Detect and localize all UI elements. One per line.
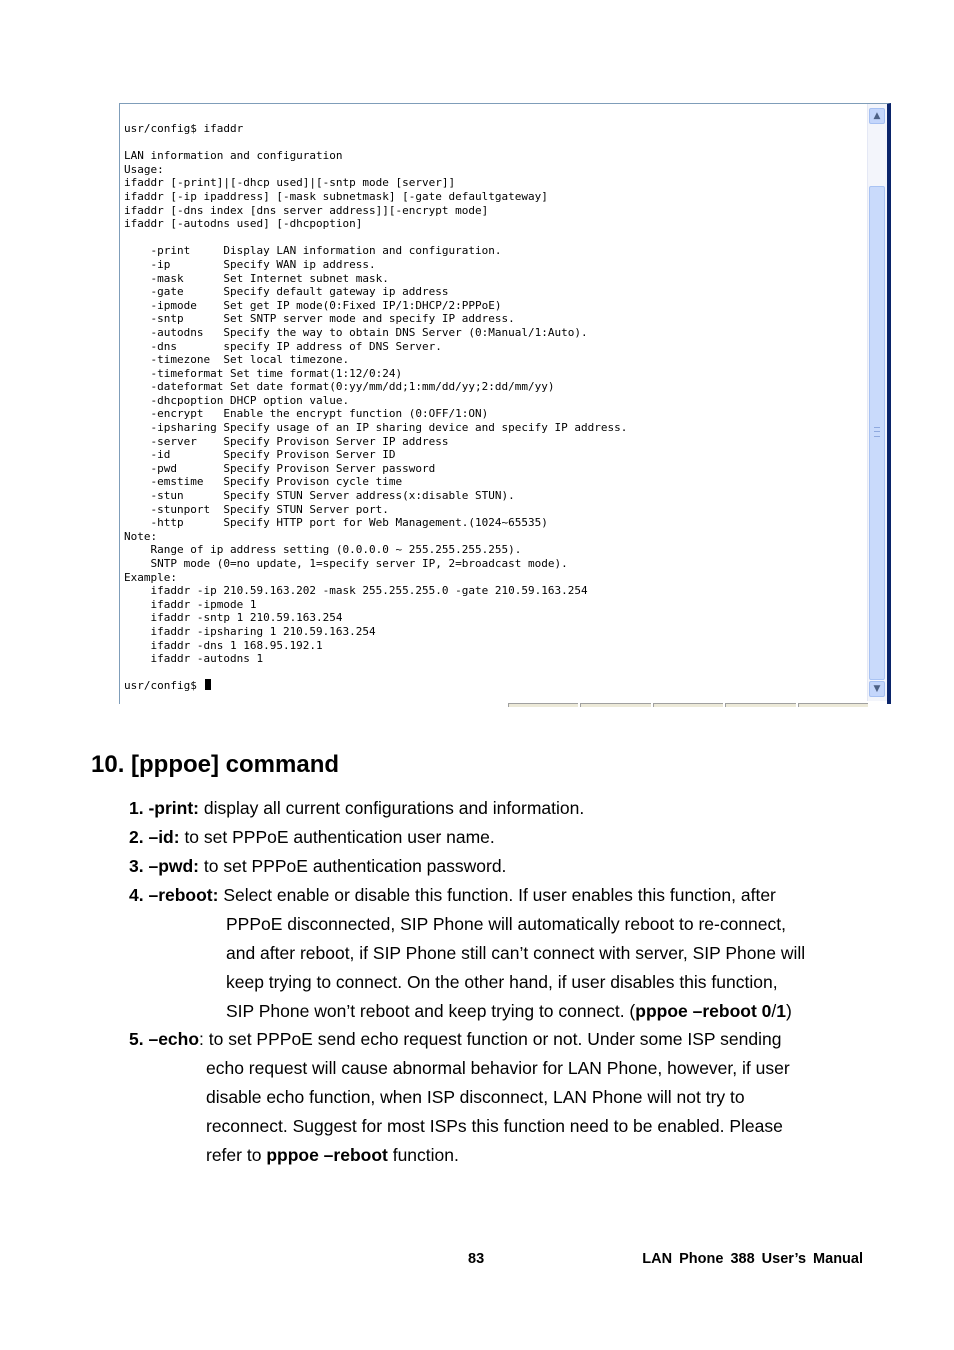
item-text: : to set PPPoE send echo request function or not. Under some ISP sending <box>199 1029 782 1049</box>
status-pane <box>725 703 795 707</box>
list-item-id <box>129 823 495 852</box>
prompt-text: usr/config$ <box>124 679 204 693</box>
terminal-line: Range of ip address setting (0.0.0.0 ~ 255.255.255.255). <box>124 543 522 557</box>
status-pane <box>580 703 650 707</box>
item-text: to set PPPoE authentication password. <box>199 856 507 876</box>
terminal-line: ifaddr -ipsharing 1 210.59.163.254 <box>124 624 376 638</box>
terminal-line: -ip Specify WAN ip address. <box>124 257 376 271</box>
terminal-line: -id Specify Provison Server ID <box>124 448 396 462</box>
terminal-line: -stun Specify STUN Server address(x:disable STUN). <box>124 489 515 503</box>
scroll-down-icon[interactable]: ▼ <box>869 681 885 697</box>
terminal-line: ifaddr -sntp 1 210.59.163.254 <box>124 611 343 625</box>
item-text: to set PPPoE authentication user name. <box>179 827 495 847</box>
command-text: pppoe –reboot <box>266 1145 388 1165</box>
terminal-line: ifaddr -dns 1 168.95.192.1 <box>124 638 323 652</box>
vertical-scrollbar[interactable] <box>867 104 887 701</box>
item-text-line: reconnect. Suggest for most ISPs this function need to be enabled. Please <box>206 1116 783 1136</box>
terminal-line: -stunport Specify STUN Server port. <box>124 502 389 516</box>
item-text: / <box>771 1001 777 1021</box>
cursor-icon <box>205 679 211 690</box>
terminal-line: -timeformat Set time format(1:12/0:24) <box>124 366 403 380</box>
terminal-line: ifaddr -ip 210.59.163.202 -mask 255.255.255.0 -gate 210.59.163.254 <box>124 584 588 598</box>
terminal-line: ifaddr -autodns 1 <box>124 652 264 666</box>
scroll-thumb[interactable] <box>869 186 885 680</box>
terminal-line: -emstime Specify Provison cycle time <box>124 475 403 489</box>
terminal-line: usr/config$ ifaddr <box>124 122 244 135</box>
list-item-pwd <box>129 852 506 881</box>
terminal-line: ifaddr [-ip ipaddress] [-mask subnetmask] [-gate defaultgateway] <box>124 189 548 203</box>
item-text: Select enable or disable this function. If user enables this function, after <box>218 885 776 905</box>
terminal-line: Usage: <box>124 162 164 176</box>
terminal-line: -timezone Set local timezone. <box>124 353 350 367</box>
item-text-line: and after reboot, if SIP Phone still can’t connect with server, SIP Phone will <box>226 943 806 963</box>
terminal-prompt[interactable] <box>124 679 864 693</box>
terminal-line: -dateformat Set date format(0:yy/mm/dd;1:mm/dd/yy;2:dd/mm/yy) <box>124 380 555 394</box>
item-text-line: keep trying to connect. On the other hand, if user disables this function, <box>226 972 778 992</box>
status-bar <box>508 703 868 707</box>
scroll-up-icon[interactable]: ▲ <box>869 108 885 124</box>
terminal-line: SNTP mode (0=no update, 1=specify server IP, 2=broadcast mode). <box>124 557 568 570</box>
item-text: refer to <box>206 1145 267 1165</box>
item-text-line <box>129 997 805 1026</box>
terminal-line: -server Specify Provison Server IP address <box>124 434 449 448</box>
terminal-line: Note: <box>124 529 158 543</box>
item-label: 2. –id: <box>129 827 180 847</box>
terminal-line: -mask Set Internet subnet mask. <box>124 271 389 285</box>
item-text: ) <box>785 1001 792 1021</box>
terminal-line: -sntp Set SNTP server mode and specify IP address. <box>124 312 515 326</box>
item-text: display all current configurations and information. <box>199 798 585 818</box>
status-pane <box>653 703 723 707</box>
item-text-line <box>129 1141 790 1170</box>
terminal-line: -ipmode Set get IP mode(0:Fixed IP/1:DHCP/2:PPPoE) <box>124 298 502 312</box>
item-text-line: disable echo function, when ISP disconnect, LAN Phone will not try to <box>206 1087 745 1107</box>
page-number: 83 <box>468 1251 485 1267</box>
status-pane <box>798 703 868 707</box>
terminal-line: ifaddr [-dns index [dns server address]][-encrypt mode] <box>124 203 489 217</box>
terminal-line: ifaddr [-print]|[-dhcp used]|[-sntp mode [server]] <box>124 176 456 190</box>
terminal-line: -encrypt Enable the encrypt function (0:OFF/1:ON) <box>124 407 489 421</box>
manual-title: LAN Phone 388 User’s Manual <box>642 1251 863 1267</box>
list-item-print <box>129 794 584 823</box>
terminal-line: ifaddr [-autodns used] [-dhcpoption] <box>124 217 363 231</box>
terminal-line: -ipsharing Specify usage of an IP sharing device and specify IP address. <box>124 421 628 435</box>
section-title: 10. [pppoe] command <box>91 751 340 778</box>
item-text-line: echo request will cause abnormal behavior for LAN Phone, however, if user <box>206 1058 790 1078</box>
item-label: 4. –reboot: <box>129 885 219 905</box>
terminal-line: -print Display LAN information and configuration. <box>124 244 502 258</box>
terminal-output <box>124 122 864 694</box>
list-item-echo <box>129 1025 790 1170</box>
terminal-window <box>119 103 891 704</box>
item-label: 5. –echo <box>129 1029 200 1049</box>
terminal-line: -http Specify HTTP port for Web Management.(1024~65535) <box>124 516 548 530</box>
command-text: pppoe –reboot 0 <box>635 1001 772 1021</box>
item-text: function. <box>387 1145 459 1165</box>
terminal-line <box>124 136 864 150</box>
list-item-reboot <box>129 881 805 1026</box>
item-text: SIP Phone won’t reboot and keep trying to connect. ( <box>226 1001 636 1021</box>
item-text-line: PPPoE disconnected, SIP Phone will automatically reboot to re-connect, <box>226 914 786 934</box>
terminal-line: -pwd Specify Provison Server password <box>124 461 436 475</box>
status-pane <box>508 703 578 707</box>
terminal-line: -autodns Specify the way to obtain DNS Server (0:Manual/1:Auto). <box>124 325 588 339</box>
terminal-line <box>124 231 864 245</box>
terminal-line: LAN information and configuration <box>124 149 343 163</box>
grip-icon <box>874 427 880 437</box>
terminal-line: -gate Specify default gateway ip address <box>124 285 449 299</box>
item-label: 3. –pwd: <box>129 856 200 876</box>
item-label: 1. -print: <box>129 798 199 818</box>
terminal-line <box>124 666 864 680</box>
terminal-line: ifaddr -ipmode 1 <box>124 597 257 611</box>
terminal-line: -dns specify IP address of DNS Server. <box>124 339 442 353</box>
terminal-line: Example: <box>124 570 177 584</box>
command-value: 1 <box>776 1001 786 1021</box>
terminal-line: -dhcpoption DHCP option value. <box>124 393 350 407</box>
